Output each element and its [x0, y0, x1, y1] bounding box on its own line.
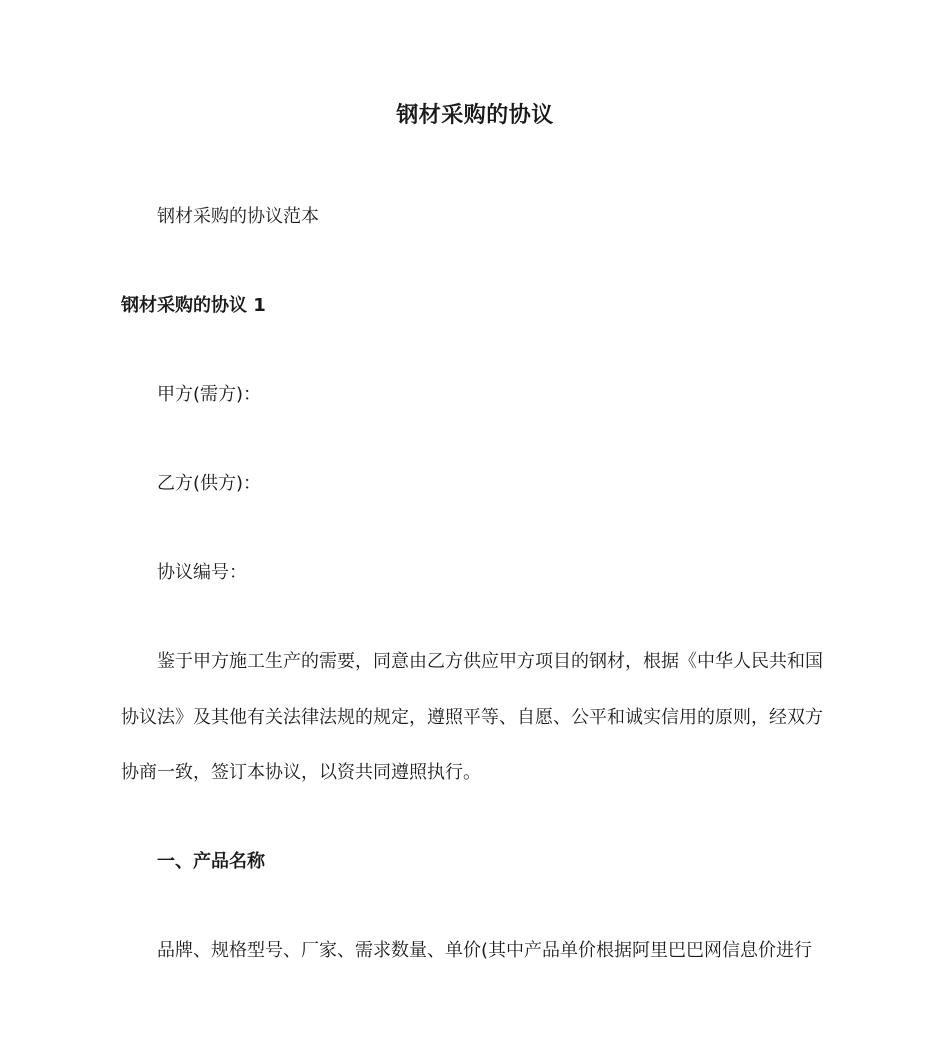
agreement-number-label: 协议编号： [157, 562, 247, 583]
document-subtitle: 钢材采购的协议范本 [157, 206, 319, 227]
clause-1-text: 品牌、规格型号、厂家、需求数量、单价(其中产品单价根据阿里巴巴网信息价进行 [157, 940, 813, 961]
section-heading: 钢材采购的协议 1 [121, 295, 266, 316]
preamble-line-1: 鉴于甲方施工生产的需要，同意由乙方供应甲方项目的钢材，根据《中华人民共和国 [157, 651, 823, 672]
party-b-label: 乙方(供方)： [157, 473, 262, 494]
clause-1-heading: 一、产品名称 [157, 851, 265, 872]
preamble-line-3: 协商一致，签订本协议，以资共同遵照执行。 [121, 762, 481, 783]
document-title: 钢材采购的协议 [396, 103, 554, 128]
party-a-label: 甲方(需方)： [157, 384, 262, 405]
preamble-line-2: 协议法》及其他有关法律法规的规定，遵照平等、自愿、公平和诚实信用的原则，经双方 [121, 707, 823, 728]
